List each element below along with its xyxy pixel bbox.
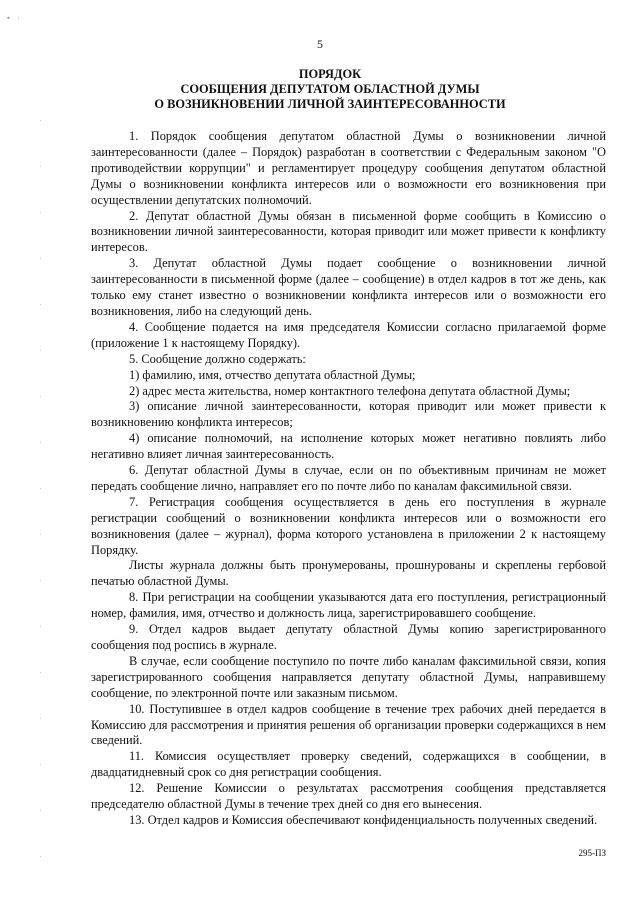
paragraph: В случае, если сообщение поступило по почте либо каналам факсимильной связи, копия зарегистрированного сообщения направляется депутату областной Думы, направившему сообщение, по электронной почте или заказным письмом.: [91, 653, 606, 700]
paragraph: 11. Комиссия осуществляет проверку сведений, содержащихся в сообщении, в двадцатидневный срок со дня регистрации сообщения.: [91, 749, 606, 780]
paragraph: 6. Депутат областной Думы в случае, если он по объективным причинам не может передать сообщение лично, направляет его по почте либо по каналам факсимильной связи.: [91, 463, 606, 493]
paragraph: 10. Поступившее в отдел кадров сообщение в течение трех рабочих дней передается в Комиссию для рассмотрения и принятия решения об организации проверки содержащихся в нем сведений.: [91, 701, 606, 748]
paragraph: 2. Депутат областной Думы обязан в письменной форме сообщить в Комиссию о возникновении личной заинтересованности, которая приводит или может привести к конфликту интересов.: [91, 208, 606, 255]
heading-line-3: О ВОЗНИКНОВЕНИИ ЛИЧНОЙ ЗАИНТЕРЕСОВАННОСТИ: [154, 97, 506, 111]
paragraph: 5. Сообщение должно содержать:: [129, 351, 306, 366]
paragraph: 1. Порядок сообщения депутатом областной Думы о возникновении личной заинтересованности (далее – Порядок) разработан в соответствии с Федеральным законом "О противодействии коррупции" и регламентирует процедуру сообщения депутатом областной Думы о возникновении конфликта интересов или о возможности его возникновения при осуществлении депутатских полномочий.: [91, 129, 606, 207]
paragraph: 9. Отдел кадров выдает депутату областной Думы копию зарегистрированного сообщения под роспись в журнале.: [91, 622, 606, 652]
list-item: 4) описание полномочий, на исполнение которых может негативно повлиять либо негативно влияет личная заинтересованность.: [91, 431, 606, 462]
heading-line-1: ПОРЯДОК: [298, 67, 362, 81]
paragraph: 12. Решение Комиссии о результатах рассмотрения сообщения представляется председателю областной Думы в течение трех дней со дня его вынесения.: [91, 781, 606, 812]
list-item: 1) фамилию, имя, отчество депутата областной Думы;: [129, 367, 416, 382]
heading-line-2: СООБЩЕНИЯ ДЕПУТАТОМ ОБЛАСТНОЙ ДУМЫ: [180, 82, 480, 96]
paragraph: 3. Депутат областной Думы подает сообщение о возникновении личной заинтересованности в письменной форме (далее – сообщение) в отдел кадров в тот же день, как только ему станет известно о возникновении конфликта интересов или о возможности его возникновения, либо на следующий день.: [91, 256, 606, 318]
margin-mark: • ·: [6, 14, 22, 23]
paragraph: 8. При регистрации на сообщении указываются дата его поступления, регистрационный номер, фамилия, имя, отчество и должность лица, зарегистрировавшего сообщение.: [91, 590, 606, 621]
binding-margin-dots: [40, 120, 41, 880]
page-number: 5: [317, 37, 323, 51]
document-body: [91, 129, 606, 829]
footer-document-code: 295-ПЗ: [578, 848, 606, 858]
document-heading: [60, 67, 600, 112]
paragraph: 7. Регистрация сообщения осуществляется в день его поступления в журнале регистрации сообщений о возникновении конфликта интересов или о возможности его возникновения (далее – журнал), форма которого установлена в приложении 2 к настоящему Порядку.: [91, 494, 606, 557]
list-item: 2) адрес места жительства, номер контактного телефона депутата областной Думы;: [129, 383, 571, 398]
paragraph: 13. Отдел кадров и Комиссия обеспечивают конфиденциальность полученных сведений.: [129, 812, 598, 827]
list-item: 3) описание личной заинтересованности, которая приводит или может привести к возникновению конфликта интересов;: [91, 399, 606, 430]
paragraph: Листы журнала должны быть пронумерованы, прошнурованы и скреплены гербовой печатью областной Думы.: [91, 558, 606, 589]
paragraph: 4. Сообщение подается на имя председателя Комиссии согласно прилагаемой форме (приложение 1 к настоящему Порядку).: [91, 319, 606, 350]
